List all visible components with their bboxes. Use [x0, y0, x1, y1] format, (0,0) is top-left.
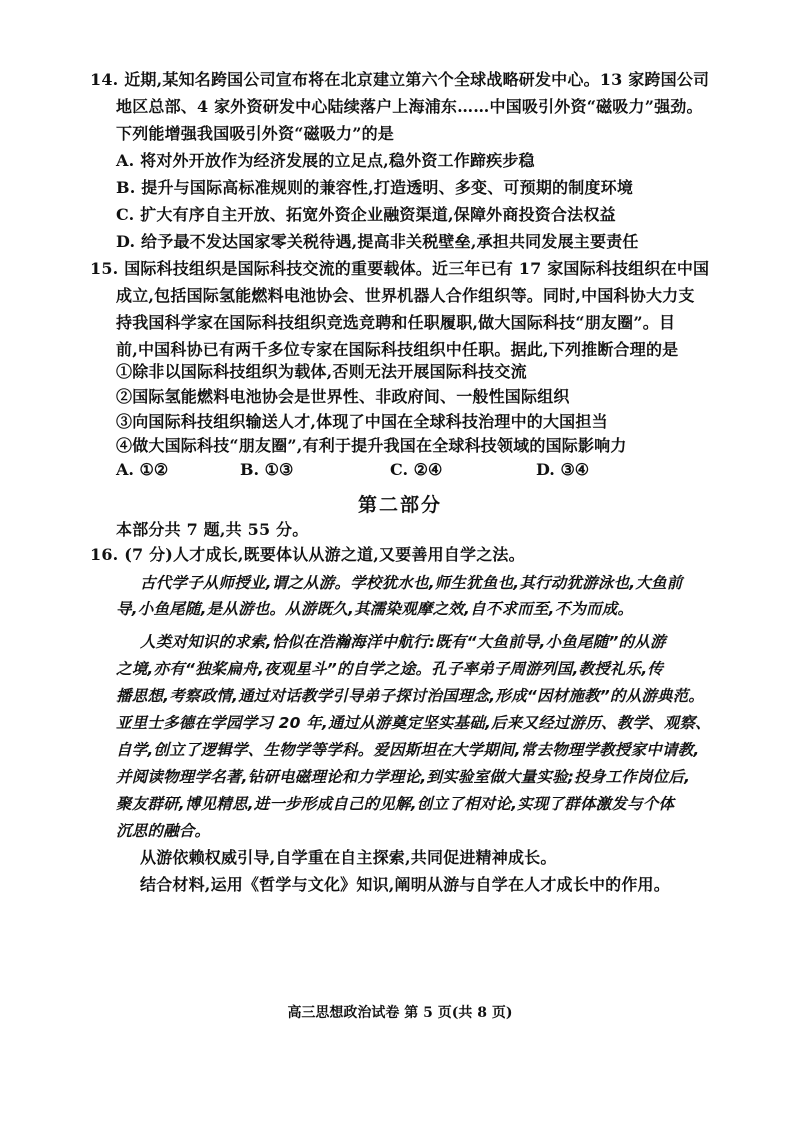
q16-para2-line-1: 人类对知识的求索,恰似在浩瀚海洋中航行:既有“大鱼前导,小鱼尾随”的从游	[140, 633, 666, 651]
q15-choice-c: C. ②④	[390, 460, 443, 479]
q15-statement-2: ②国际氢能燃料电池协会是世界性、非政府间、一般性国际组织	[116, 387, 570, 406]
q15-choice-d: D. ③④	[536, 460, 590, 479]
q14-option-b: B. 提升与国际高标准规则的兼容性,打造透明、多变、可预期的制度环境	[116, 178, 634, 197]
q15-stem-line-3: 持我国科学家在国际科技组织竞选竞聘和任职履职,做大国际科技“朋友圈”。目	[116, 313, 676, 332]
q14-option-d: D. 给予最不发达国家零关税待遇,提高非关税壁垒,承担共同发展主要责任	[116, 232, 639, 251]
q16-para2-line-2: 之境,亦有“独桨扁舟,夜观星斗”的自学之途。孔子率弟子周游列国,教授礼乐,传	[116, 660, 664, 678]
q16-summary: 从游依赖权威引导,自学重在自主探索,共同促进精神成长。	[140, 848, 557, 867]
q15-choices	[116, 460, 636, 480]
q14-stem-line-1: 14. 近期,某知名跨国公司宣布将在北京建立第六个全球战略研发中心。13 家跨国公司	[90, 70, 710, 89]
q16-para2-line-3: 播思想,考察政情,通过对话教学引导弟子探讨治国理念,形成“因材施教”的从游典范。	[116, 687, 705, 705]
q16-para1-line-2: 导,小鱼尾随,是从游也。从游既久,其濡染观摩之效,自不求而至,不为而成。	[116, 600, 634, 618]
q14-stem-line-2: 地区总部、4 家外资研发中心陆续落户上海浦东……中国吸引外资“磁吸力”强劲。	[116, 97, 703, 116]
section-intro: 本部分共 7 题,共 55 分。	[116, 520, 309, 539]
page-footer: 高三思想政治试卷 第 5 页(共 8 页)	[287, 1005, 513, 1021]
q15-choice-a: A. ①②	[116, 460, 169, 479]
q14-option-c: C. 扩大有序自主开放、拓宽外资企业融资渠道,保障外商投资合法权益	[116, 205, 616, 224]
q15-statement-4: ④做大国际科技“朋友圈”,有利于提升我国在全球科技领域的国际影响力	[116, 436, 627, 455]
q16-para2-line-4: 亚里士多德在学园学习 20 年,通过从游奠定坚实基础,后来又经过游历、教学、观察、	[116, 714, 711, 732]
q16-para2-line-7: 聚友群研,博见精思,进一步形成自己的见解,创立了相对论,实现了群体激发与个体	[116, 795, 675, 813]
q16-para2-line-5: 自学,创立了逻辑学、生物学等学科。爱因斯坦在大学期间,常去物理学教授家中请教,	[116, 741, 700, 759]
q15-stem-line-2: 成立,包括国际氢能燃料电池协会、世界机器人合作组织等。同时,中国科协大力支	[116, 286, 695, 305]
section-title: 第二部分	[357, 494, 442, 516]
q14-option-a: A. 将对外开放作为经济发展的立足点,稳外资工作蹄疾步稳	[116, 151, 535, 170]
q15-stem-line-4: 前,中国科协已有两千多位专家在国际科技组织中任职。据此,下列推断合理的是	[116, 340, 679, 359]
q16-para2-line-8: 沉思的融合。	[116, 822, 211, 840]
q16-para2-line-6: 并阅读物理学名著,钻研电磁理论和力学理论,到实验室做大量实验;投身工作岗位后,	[116, 768, 691, 786]
q15-choice-b: B. ①③	[240, 460, 294, 479]
q15-stem-line-1: 15. 国际科技组织是国际科技交流的重要载体。近三年已有 17 家国际科技组织在中国	[90, 259, 710, 278]
q15-statement-3: ③向国际科技组织输送人才,体现了中国在全球科技治理中的大国担当	[116, 412, 608, 431]
q15-statement-1: ①除非以国际科技组织为载体,否则无法开展国际科技交流	[116, 362, 527, 381]
q16-para1-line-1: 古代学子从师授业,谓之从游。学校犹水也,师生犹鱼也,其行动犹游泳也,大鱼前	[140, 574, 683, 592]
q14-stem-line-3: 下列能增强我国吸引外资“磁吸力”的是	[116, 124, 395, 143]
q16-task: 结合材料,运用《哲学与文化》知识,阐明从游与自学在人才成长中的作用。	[140, 875, 670, 894]
q16-stem: 16. (7 分)人才成长,既要体认从游之道,又要善用自学之法。	[90, 545, 525, 564]
